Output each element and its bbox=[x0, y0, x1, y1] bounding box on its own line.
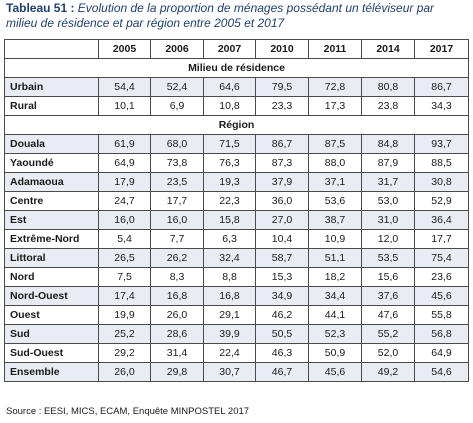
section-header-row bbox=[5, 59, 469, 78]
table-cell: 71,5 bbox=[204, 135, 256, 154]
table-cell: 44,1 bbox=[309, 306, 362, 325]
row-label: Littoral bbox=[5, 249, 99, 268]
table-cell: 86,7 bbox=[256, 135, 309, 154]
table-number: Tableau 51 : bbox=[6, 1, 75, 15]
table-cell: 32,4 bbox=[204, 249, 256, 268]
table-cell: 37,1 bbox=[309, 173, 362, 192]
table-row bbox=[5, 154, 469, 173]
table-cell: 22,3 bbox=[204, 192, 256, 211]
table-cell: 30,7 bbox=[204, 363, 256, 382]
row-label: Douala bbox=[5, 135, 99, 154]
row-label: Yaoundé bbox=[5, 154, 99, 173]
table-cell: 10,8 bbox=[204, 97, 256, 116]
table-cell: 16,0 bbox=[151, 211, 204, 230]
table-cell: 55,8 bbox=[415, 306, 469, 325]
table-cell: 23,8 bbox=[362, 97, 415, 116]
table-cell: 10,9 bbox=[309, 230, 362, 249]
table-row bbox=[5, 249, 469, 268]
table-cell: 15,3 bbox=[256, 268, 309, 287]
table-cell: 5,4 bbox=[99, 230, 151, 249]
table-row bbox=[5, 363, 469, 382]
table-cell: 68,0 bbox=[151, 135, 204, 154]
table-cell: 37,6 bbox=[362, 287, 415, 306]
table-title bbox=[6, 1, 468, 31]
table-cell: 73,8 bbox=[151, 154, 204, 173]
column-header: 2017 bbox=[415, 40, 469, 59]
table-cell: 58,7 bbox=[256, 249, 309, 268]
table-cell: 46,2 bbox=[256, 306, 309, 325]
table-cell: 24,7 bbox=[99, 192, 151, 211]
row-label: Ouest bbox=[5, 306, 99, 325]
table-body bbox=[5, 59, 469, 382]
data-table bbox=[4, 39, 469, 382]
section-heading: Région bbox=[5, 116, 469, 135]
header-row bbox=[5, 40, 469, 59]
table-cell: 36,0 bbox=[256, 192, 309, 211]
table-cell: 79,5 bbox=[256, 78, 309, 97]
table-cell: 17,4 bbox=[99, 287, 151, 306]
row-label: Adamaoua bbox=[5, 173, 99, 192]
table-cell: 46,3 bbox=[256, 344, 309, 363]
table-cell: 53,0 bbox=[362, 192, 415, 211]
table-cell: 50,5 bbox=[256, 325, 309, 344]
row-label: Extrême-Nord bbox=[5, 230, 99, 249]
table-cell: 53,6 bbox=[309, 192, 362, 211]
column-header: 2006 bbox=[151, 40, 204, 59]
table-cell: 17,7 bbox=[415, 230, 469, 249]
column-header bbox=[5, 40, 99, 59]
row-label: Centre bbox=[5, 192, 99, 211]
table-cell: 51,1 bbox=[309, 249, 362, 268]
table-cell: 56,8 bbox=[415, 325, 469, 344]
table-cell: 29,2 bbox=[99, 344, 151, 363]
row-label: Ensemble bbox=[5, 363, 99, 382]
table-cell: 23,6 bbox=[415, 268, 469, 287]
table-cell: 12,0 bbox=[362, 230, 415, 249]
table-cell: 7,7 bbox=[151, 230, 204, 249]
table-row bbox=[5, 344, 469, 363]
table-cell: 54,6 bbox=[415, 363, 469, 382]
table-cell: 75,4 bbox=[415, 249, 469, 268]
table-cell: 16,0 bbox=[99, 211, 151, 230]
row-label: Urbain bbox=[5, 78, 99, 97]
table-cell: 34,4 bbox=[309, 287, 362, 306]
table-cell: 6,3 bbox=[204, 230, 256, 249]
table-cell: 19,3 bbox=[204, 173, 256, 192]
table-cell: 28,6 bbox=[151, 325, 204, 344]
table-cell: 34,9 bbox=[256, 287, 309, 306]
row-label: Est bbox=[5, 211, 99, 230]
table-cell: 15,8 bbox=[204, 211, 256, 230]
table-cell: 50,9 bbox=[309, 344, 362, 363]
table-cell: 38,7 bbox=[309, 211, 362, 230]
table-cell: 7,5 bbox=[99, 268, 151, 287]
table-cell: 17,9 bbox=[99, 173, 151, 192]
table-cell: 6,9 bbox=[151, 97, 204, 116]
column-header: 2007 bbox=[204, 40, 256, 59]
table-cell: 31,0 bbox=[362, 211, 415, 230]
table-cell: 27,0 bbox=[256, 211, 309, 230]
table-cell: 30,8 bbox=[415, 173, 469, 192]
table-cell: 64,9 bbox=[415, 344, 469, 363]
table-cell: 72,8 bbox=[309, 78, 362, 97]
table-cell: 25,2 bbox=[99, 325, 151, 344]
table-cell: 88,5 bbox=[415, 154, 469, 173]
table-cell: 36,4 bbox=[415, 211, 469, 230]
table-cell: 87,5 bbox=[309, 135, 362, 154]
row-label: Nord-Ouest bbox=[5, 287, 99, 306]
table-cell: 46,7 bbox=[256, 363, 309, 382]
table-cell: 16,8 bbox=[204, 287, 256, 306]
table-cell: 93,7 bbox=[415, 135, 469, 154]
row-label: Sud bbox=[5, 325, 99, 344]
table-cell: 17,3 bbox=[309, 97, 362, 116]
table-cell: 16,8 bbox=[151, 287, 204, 306]
table-cell: 26,5 bbox=[99, 249, 151, 268]
table-cell: 18,2 bbox=[309, 268, 362, 287]
table-cell: 15,6 bbox=[362, 268, 415, 287]
table-cell: 86,7 bbox=[415, 78, 469, 97]
table-cell: 17,7 bbox=[151, 192, 204, 211]
table-cell: 47,6 bbox=[362, 306, 415, 325]
table-cell: 87,9 bbox=[362, 154, 415, 173]
table-cell: 45,6 bbox=[415, 287, 469, 306]
row-label: Nord bbox=[5, 268, 99, 287]
table-cell: 53,5 bbox=[362, 249, 415, 268]
table-cell: 19,9 bbox=[99, 306, 151, 325]
column-header: 2010 bbox=[256, 40, 309, 59]
table-row bbox=[5, 97, 469, 116]
table-cell: 39,9 bbox=[204, 325, 256, 344]
table-cell: 29,8 bbox=[151, 363, 204, 382]
table-cell: 64,6 bbox=[204, 78, 256, 97]
table-cell: 31,4 bbox=[151, 344, 204, 363]
table-cell: 64,9 bbox=[99, 154, 151, 173]
column-header: 2014 bbox=[362, 40, 415, 59]
table-row bbox=[5, 325, 469, 344]
table-cell: 37,9 bbox=[256, 173, 309, 192]
table-cell: 26,2 bbox=[151, 249, 204, 268]
table-row bbox=[5, 268, 469, 287]
table-cell: 52,9 bbox=[415, 192, 469, 211]
table-row bbox=[5, 173, 469, 192]
table-cell: 31,7 bbox=[362, 173, 415, 192]
section-header-row bbox=[5, 116, 469, 135]
table-row bbox=[5, 192, 469, 211]
table-cell: 23,5 bbox=[151, 173, 204, 192]
table-row bbox=[5, 135, 469, 154]
column-header: 2011 bbox=[309, 40, 362, 59]
table-cell: 22,4 bbox=[204, 344, 256, 363]
table-cell: 26,0 bbox=[99, 363, 151, 382]
table-caption: Evolution de la proportion de ménages possédant un téléviseur par milieu de résidence et par région entre 2005 et 2017 bbox=[6, 1, 435, 30]
table-cell: 84,8 bbox=[362, 135, 415, 154]
table-cell: 88,0 bbox=[309, 154, 362, 173]
table-cell: 29,1 bbox=[204, 306, 256, 325]
table-row bbox=[5, 287, 469, 306]
table-row bbox=[5, 78, 469, 97]
row-label: Rural bbox=[5, 97, 99, 116]
table-cell: 49,2 bbox=[362, 363, 415, 382]
section-heading: Milieu de résidence bbox=[5, 59, 469, 78]
table-cell: 61,9 bbox=[99, 135, 151, 154]
table-cell: 55,2 bbox=[362, 325, 415, 344]
row-label: Sud-Ouest bbox=[5, 344, 99, 363]
table-cell: 52,0 bbox=[362, 344, 415, 363]
source-note: Source : EESI, MICS, ECAM, Enquête MINPOSTEL 2017 bbox=[6, 406, 250, 417]
table-cell: 54,4 bbox=[99, 78, 151, 97]
table-cell: 45,6 bbox=[309, 363, 362, 382]
table-cell: 23,3 bbox=[256, 97, 309, 116]
column-header: 2005 bbox=[99, 40, 151, 59]
table-cell: 76,3 bbox=[204, 154, 256, 173]
table-cell: 34,3 bbox=[415, 97, 469, 116]
table-cell: 26,0 bbox=[151, 306, 204, 325]
table-cell: 10,1 bbox=[99, 97, 151, 116]
table-cell: 8,3 bbox=[151, 268, 204, 287]
table-row bbox=[5, 230, 469, 249]
table-cell: 87,3 bbox=[256, 154, 309, 173]
table-cell: 52,4 bbox=[151, 78, 204, 97]
table-row bbox=[5, 211, 469, 230]
table-cell: 52,3 bbox=[309, 325, 362, 344]
table-cell: 8,8 bbox=[204, 268, 256, 287]
table-cell: 10,4 bbox=[256, 230, 309, 249]
table-row bbox=[5, 306, 469, 325]
table-cell: 80,8 bbox=[362, 78, 415, 97]
